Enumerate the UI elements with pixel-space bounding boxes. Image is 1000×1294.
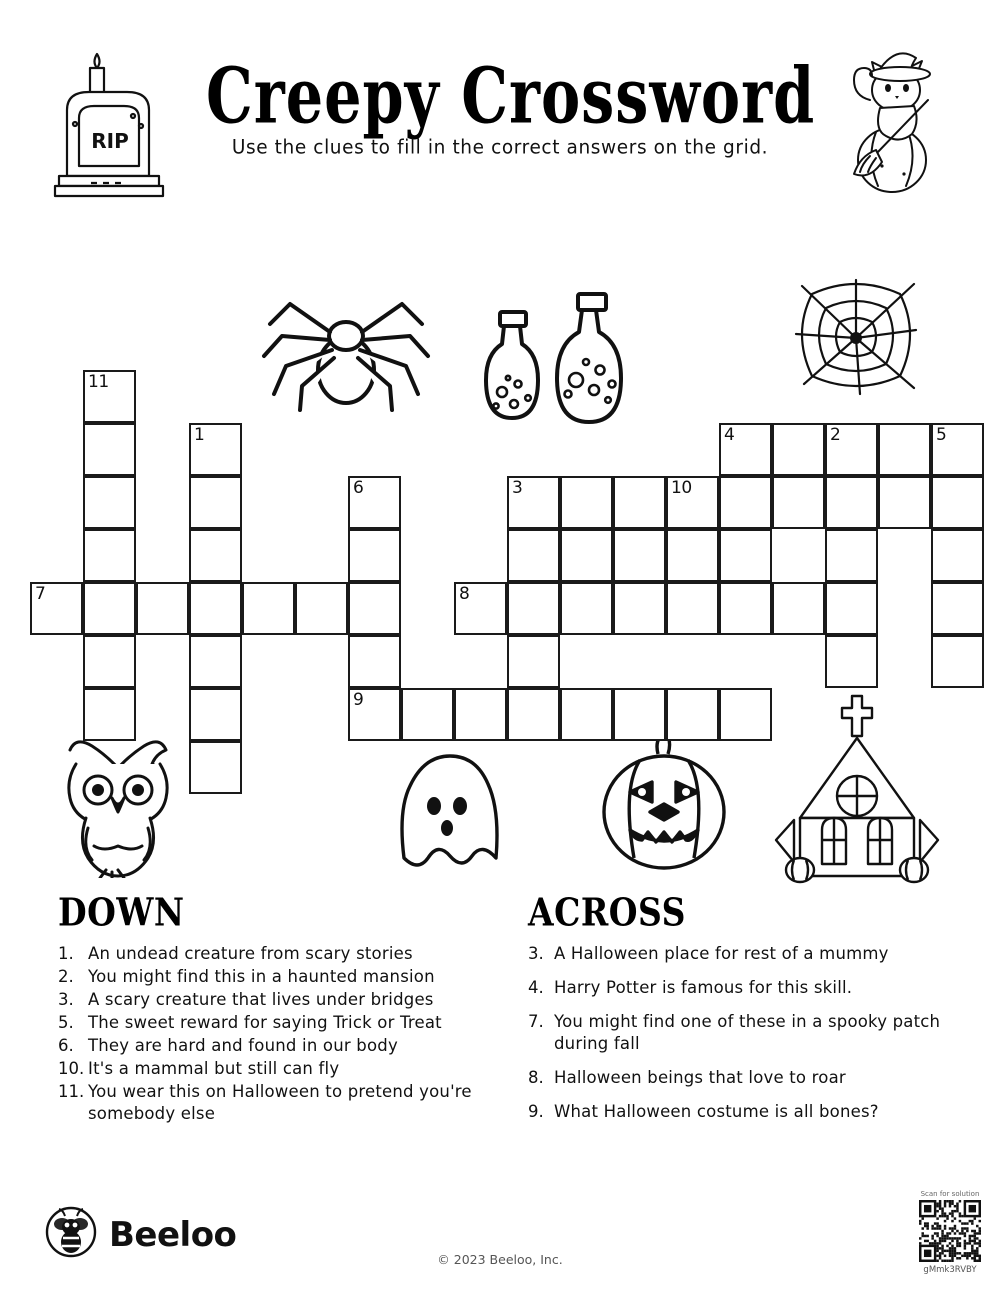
grid-cell[interactable] <box>825 476 878 529</box>
grid-cell[interactable] <box>666 582 719 635</box>
down-clue-item <box>58 966 528 988</box>
down-clue-text: You might find this in a haunted mansion <box>88 966 435 986</box>
grid-cell[interactable] <box>295 582 348 635</box>
grid-cell-10[interactable] <box>666 476 719 529</box>
grid-cell[interactable] <box>772 582 825 635</box>
grid-cell[interactable] <box>189 476 242 529</box>
page-subtitle: Use the clues to fill in the correct answers on the grid. <box>231 136 769 159</box>
down-clue-text: They are hard and found in our body <box>88 1035 398 1055</box>
down-clue-number: 6. <box>58 1035 74 1055</box>
across-clues-column <box>528 890 968 1135</box>
down-clue-text: You wear this on Halloween to pretend you're somebody else <box>88 1081 472 1123</box>
grid-cell-number: 7 <box>35 584 46 604</box>
grid-cell-4[interactable] <box>719 423 772 476</box>
across-clue-text: A Halloween place for rest of a mummy <box>554 944 889 963</box>
grid-cell[interactable] <box>719 529 772 582</box>
grid-cell-7[interactable] <box>30 582 83 635</box>
grid-cell-9[interactable] <box>348 688 401 741</box>
qr-id-text: gMmk3RVBY <box>923 1265 977 1275</box>
grid-cell-number: 3 <box>512 478 523 498</box>
page-footer <box>0 1190 1000 1294</box>
grid-cell-number: 1 <box>194 425 205 445</box>
grid-cell[interactable] <box>83 423 136 476</box>
grid-cell-11[interactable] <box>83 370 136 423</box>
grid-cell-number: 6 <box>353 478 364 498</box>
grid-cell[interactable] <box>719 582 772 635</box>
grid-cell[interactable] <box>401 688 454 741</box>
grid-cell[interactable] <box>719 476 772 529</box>
grid-cell[interactable] <box>772 476 825 529</box>
across-clue-number: 4. <box>528 977 544 997</box>
qr-caption: Scan for solution <box>920 1190 980 1198</box>
grid-cell[interactable] <box>83 476 136 529</box>
grid-cell[interactable] <box>507 688 560 741</box>
down-clue-item <box>58 1035 528 1057</box>
down-clue-item <box>58 1012 528 1034</box>
svg-text:RIP: RIP <box>91 129 129 153</box>
across-clue-number: 3. <box>528 944 544 963</box>
across-clue-item <box>528 977 968 1000</box>
grid-cell-2[interactable] <box>825 423 878 476</box>
grid-cell-3[interactable] <box>507 476 560 529</box>
grid-cell[interactable] <box>613 688 666 741</box>
grid-cell[interactable] <box>613 582 666 635</box>
grid-cell[interactable] <box>931 582 984 635</box>
across-clue-item <box>528 943 968 966</box>
grid-cell[interactable] <box>878 423 931 476</box>
page-title: Creepy Crossword <box>206 52 816 142</box>
down-clue-text: It's a mammal but still can fly <box>88 1058 340 1078</box>
grid-cell[interactable] <box>878 476 931 529</box>
grid-cell[interactable] <box>772 423 825 476</box>
grid-cell[interactable] <box>507 529 560 582</box>
down-clue-number: 5. <box>58 1012 74 1032</box>
down-clue-number: 11. <box>58 1081 85 1101</box>
across-clue-item <box>528 1011 968 1057</box>
grid-cell[interactable] <box>560 688 613 741</box>
brand-name: Beeloo <box>109 1214 237 1255</box>
grid-cell-number: 10 <box>671 478 692 498</box>
grid-cell[interactable] <box>666 529 719 582</box>
across-clue-item <box>528 1101 968 1124</box>
across-clue-list <box>528 943 968 1124</box>
grid-cell[interactable] <box>83 582 136 635</box>
grid-cell[interactable] <box>454 688 507 741</box>
grid-cell-number: 8 <box>459 584 470 604</box>
grid-cell[interactable] <box>242 582 295 635</box>
across-clue-number: 9. <box>528 1101 544 1121</box>
qr-code-image[interactable] <box>919 1200 981 1262</box>
grid-cell[interactable] <box>83 688 136 741</box>
down-clue-number: 3. <box>58 989 74 1009</box>
grid-cell[interactable] <box>507 582 560 635</box>
grid-cell[interactable] <box>931 635 984 688</box>
grid-cell[interactable] <box>348 529 401 582</box>
down-clue-number: 2. <box>58 966 74 986</box>
copyright-text: © 2023 Beeloo, Inc. <box>437 1252 563 1267</box>
down-clue-number: 10. <box>58 1058 85 1078</box>
across-clue-number: 8. <box>528 1068 544 1088</box>
grid-cell[interactable] <box>931 529 984 582</box>
across-clue-text: What Halloween costume is all bones? <box>554 1101 879 1121</box>
grid-cell[interactable] <box>507 635 560 688</box>
grid-cell[interactable] <box>348 635 401 688</box>
down-clue-item <box>58 943 528 965</box>
down-clues-column <box>58 890 528 1126</box>
grid-cell[interactable] <box>825 582 878 635</box>
across-clue-number: 7. <box>528 1011 544 1031</box>
grid-cell[interactable] <box>348 582 401 635</box>
grid-cell[interactable] <box>719 688 772 741</box>
grid-cell[interactable] <box>83 635 136 688</box>
grid-cell[interactable] <box>560 582 613 635</box>
down-clue-number: 1. <box>58 944 74 963</box>
qr-block <box>910 1190 990 1275</box>
grid-cell-8[interactable] <box>454 582 507 635</box>
down-clue-text: The sweet reward for saying Trick or Treat <box>88 1012 442 1032</box>
across-clue-item <box>528 1067 968 1090</box>
down-clue-text: An undead creature from scary stories <box>88 944 413 963</box>
grid-cell-number: 4 <box>724 425 735 445</box>
down-clue-item <box>58 1058 528 1080</box>
grid-cell-number: 9 <box>353 690 364 710</box>
grid-cell[interactable] <box>189 741 242 794</box>
grid-cell-number: 11 <box>88 372 109 392</box>
down-clue-text: A scary creature that lives under bridges <box>88 989 434 1009</box>
grid-cell[interactable] <box>613 529 666 582</box>
down-clue-list <box>58 943 528 1125</box>
grid-cell-6[interactable] <box>348 476 401 529</box>
grid-cell[interactable] <box>189 582 242 635</box>
down-heading: DOWN <box>58 890 185 935</box>
across-clue-text: You might find one of these in a spooky patch during fall <box>554 1011 941 1054</box>
grid-cell[interactable] <box>666 688 719 741</box>
grid-cell[interactable] <box>825 529 878 582</box>
grid-cell-number: 2 <box>830 425 841 445</box>
grid-cell-5[interactable] <box>931 423 984 476</box>
grid-cell-1[interactable] <box>189 423 242 476</box>
down-clue-item <box>58 1081 528 1125</box>
across-clue-text: Harry Potter is famous for this skill. <box>554 977 853 997</box>
grid-cell[interactable] <box>136 582 189 635</box>
grid-cell[interactable] <box>825 635 878 688</box>
grid-cell[interactable] <box>189 688 242 741</box>
grid-cell[interactable] <box>189 529 242 582</box>
grid-cell[interactable] <box>189 635 242 688</box>
grid-cell[interactable] <box>613 476 666 529</box>
grid-cell[interactable] <box>560 529 613 582</box>
grid-cell-number: 5 <box>936 425 947 445</box>
grid-cell[interactable] <box>560 476 613 529</box>
grid-cell[interactable] <box>931 476 984 529</box>
across-heading: ACROSS <box>528 890 686 935</box>
grid-cell[interactable] <box>83 529 136 582</box>
across-clue-text: Halloween beings that love to roar <box>554 1068 846 1088</box>
down-clue-item <box>58 989 528 1011</box>
